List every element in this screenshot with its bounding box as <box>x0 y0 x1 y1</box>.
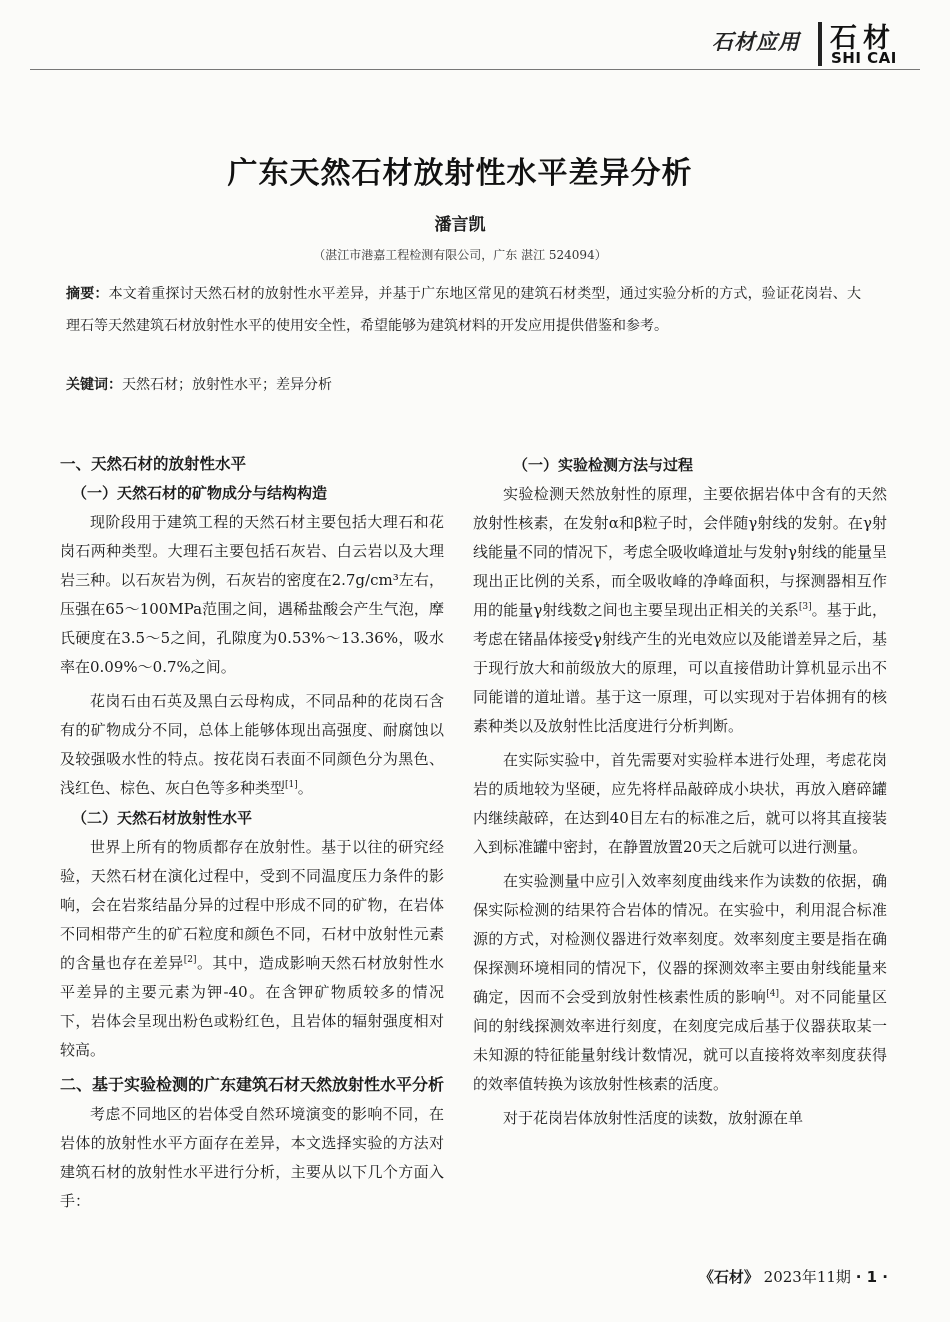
footer-journal: 《石材》 <box>698 1268 759 1286</box>
paragraph: 世界上所有的物质都存在放射性。基于以往的研究经验，天然石材在演化过程中，受到不同温度压力条件的影响，会在岩浆结晶分异的过程中形成不同的矿物，在岩体不同相带产生的矿石粒度和颜色不同，石材中放射性元素的含量也存在差异[2]。其中，造成影响天然石材放射性水平差异的主要元素为钾-40。在含钾矿物质较多的情况下，岩体会呈现出粉色或粉红色，且岩体的辐射强度相对较高。 <box>60 838 444 1059</box>
section-1-1-heading: （一）天然石材的矿物成分与结构构造 <box>72 484 328 502</box>
keywords <box>66 373 861 397</box>
header-divider-bar <box>818 22 822 66</box>
paragraph: 花岗石由石英及黑白云母构成，不同品种的花岗石含有的矿物成分不同，总体上能够体现出高强度、耐腐蚀以及较强吸水性的特点。按花岗石表面不同颜色分为黑色、浅红色、棕色、灰白色等多种类型[1]。 <box>60 692 444 797</box>
paragraph: 对于花岗岩体放射性活度的读数，放射源在单 <box>503 1109 804 1127</box>
journal-logo-en: SHI CAI <box>831 49 897 67</box>
section-2-heading: 二、基于实验检测的广东建筑石材天然放射性水平分析 <box>60 1075 445 1094</box>
paragraph: 考虑不同地区的岩体受自然环境演变的影响不同，在岩体的放射性水平方面存在差异，本文选择实验的方法对建筑石材的放射性水平进行分析，主要从以下几个方面入手： <box>60 1105 444 1210</box>
citation: [2] <box>183 955 197 965</box>
left-column <box>60 450 444 1216</box>
page-number: · 1 · <box>855 1268 888 1286</box>
abstract-label: 摘要： <box>66 286 109 302</box>
abstract-text: 本文着重探讨天然石材的放射性水平差异，并基于广东地区常见的建筑石材类型，通过实验分析的方式，验证花岗岩、大理石等天然建筑石材放射性水平的使用安全性，希望能够为建筑材料的开发应用提供借鉴和参考。 <box>66 286 862 334</box>
right-column <box>473 450 887 1133</box>
section-2-1-heading: （一）实验检测方法与过程 <box>513 456 694 474</box>
journal-logo-cn: 石材 <box>830 23 896 54</box>
article-author: 潘言凯 <box>434 215 486 235</box>
citation: [1] <box>285 780 298 790</box>
page-footer <box>699 1266 888 1287</box>
paragraph: 在实际实验中，首先需要对实验样本进行处理，考虑花岗岩的质地较为坚硬，应先将样品敲碎成小块状，再放入磨碎罐内继续敲碎，在达到40目左右的标准之后，就可以将其直接装入到标准罐中密封，在静置放置20天之后就可以进行测量。 <box>473 751 887 856</box>
paragraph: 现阶段用于建筑工程的天然石材主要包括大理石和花岗石两种类型。大理石主要包括石灰岩、白云岩以及大理岩三种。以石灰岩为例，石灰岩的密度在2.7g/cm³左右，压强在65～100MPa范围之间，遇稀盐酸会产生气泡，摩氏硬度在3.5～5之间，孔隙度为0.53%～13.36%，吸水率在0.09%～0.7%之间。 <box>60 513 444 676</box>
section-label: 石材应用 <box>712 30 800 54</box>
paragraph: 在实验测量中应引入效率刻度曲线来作为读数的依据，确保实际检测的结果符合岩体的情况。在实验中，利用混合标准源的方式，对检测仪器进行效率刻度。效率刻度主要是指在确保探测环境相同的情况下，仪器的探测效率主要由射线能量来确定，因而不会受到放射性核素性质的影响[4]。对不同能量区间的射线探测效率进行刻度，在刻度完成后基于仪器获取某一未知源的特征能量射线计数情况，就可以直接将效率刻度获得的效率值转换为该放射性核素的活度。 <box>473 872 887 1093</box>
abstract <box>66 278 861 342</box>
paragraph: 实验检测天然放射性的原理，主要依据岩体中含有的天然放射性核素，在发射α和β粒子时，会伴随γ射线的发射。在γ射线能量不同的情况下，考虑全吸收峰道址与发射γ射线的能量呈现出正比例的关系，而全吸收峰的净峰面积，与探测器相互作用的能量γ射线数之间也主要呈现出正相关的关系[3]。基于此，考虑在锗晶体接受γ射线产生的光电效应以及能谱差异之后，基于现行放大和前级放大的原理，可以直接借助计算机显示出不同能谱的道址谱。基于这一原理，可以实现对于岩体拥有的核素种类以及放射性比活度进行分析判断。 <box>473 485 887 735</box>
citation: [4] <box>766 989 779 999</box>
author-affiliation: （湛江市港嘉工程检测有限公司，广东 湛江 524094） <box>313 248 607 262</box>
keywords-text: 天然石材；放射性水平；差异分析 <box>122 377 332 393</box>
footer-issue: 2023年11期 <box>763 1268 851 1286</box>
section-1-heading: 一、天然石材的放射性水平 <box>60 455 247 473</box>
header-rule <box>30 69 920 70</box>
article-title: 广东天然石材放射性水平差异分析 <box>227 156 693 191</box>
section-1-2-heading: （二）天然石材放射性水平 <box>72 809 253 827</box>
keywords-label: 关键词： <box>66 377 122 393</box>
citation: [3] <box>798 602 812 612</box>
